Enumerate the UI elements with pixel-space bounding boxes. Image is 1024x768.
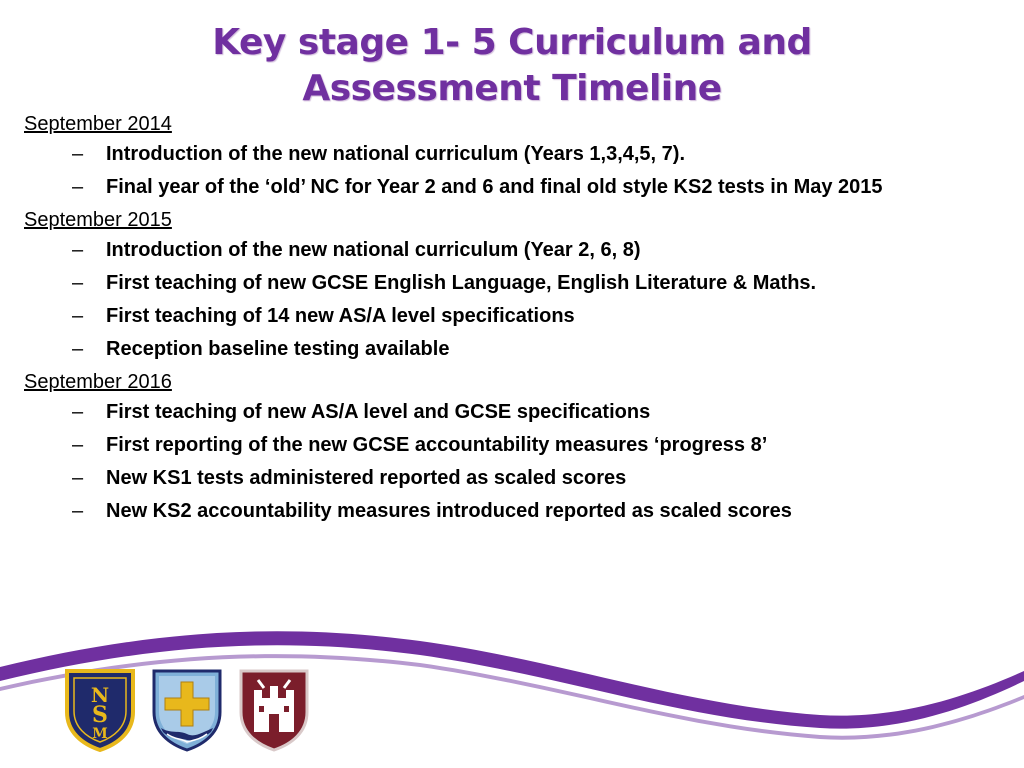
section-september-2014 <box>24 112 1014 201</box>
title-line-2: Assessment Timeline <box>302 68 722 109</box>
list-item <box>24 141 1014 168</box>
dash-bullet: – <box>72 401 84 423</box>
list-item <box>24 174 1014 201</box>
item-list <box>24 399 1014 525</box>
section-heading: September 2016 <box>24 371 172 393</box>
section-heading: September 2014 <box>24 113 172 135</box>
dash-bullet: – <box>72 467 84 489</box>
list-item <box>24 432 1014 459</box>
slide-title <box>0 20 1024 112</box>
list-item <box>24 336 1014 363</box>
castle-crest <box>238 668 310 752</box>
dash-bullet: – <box>72 272 84 294</box>
list-item <box>24 237 1014 264</box>
item-text: Final year of the ‘old’ NC for Year 2 and 6 and final old style KS2 tests in May 2015 <box>106 176 883 198</box>
dash-bullet: – <box>72 176 84 198</box>
nsm-crest <box>64 668 136 752</box>
svg-text:S: S <box>92 702 108 728</box>
item-text: First reporting of the new GCSE accountability measures ‘progress 8’ <box>106 434 768 456</box>
section-heading: September 2015 <box>24 209 172 231</box>
dash-bullet: – <box>72 500 84 522</box>
dash-bullet: – <box>72 338 84 360</box>
svg-text:N: N <box>90 683 110 707</box>
item-list <box>24 141 1014 201</box>
title-line-1: Key stage 1- 5 Curriculum and <box>212 22 812 63</box>
list-item <box>24 498 1014 525</box>
item-text: New KS2 accountability measures introduced reported as scaled scores <box>106 500 792 522</box>
dash-bullet: – <box>72 239 84 261</box>
item-text: First teaching of 14 new AS/A level specifications <box>106 305 575 327</box>
item-text: Reception baseline testing available <box>106 338 450 360</box>
list-item <box>24 465 1014 492</box>
dash-bullet: – <box>72 434 84 456</box>
item-text: Introduction of the new national curriculum (Year 2, 6, 8) <box>106 239 641 261</box>
dash-bullet: – <box>72 305 84 327</box>
item-text: Introduction of the new national curriculum (Years 1,3,4,5, 7). <box>106 143 686 165</box>
list-item <box>24 270 1014 297</box>
item-text: New KS1 tests administered reported as scaled scores <box>106 467 627 489</box>
item-text: First teaching of new AS/A level and GCSE specifications <box>106 401 651 423</box>
list-item <box>24 399 1014 426</box>
timeline-content <box>24 112 1014 531</box>
list-item <box>24 303 1014 330</box>
svg-text:M: M <box>92 726 108 742</box>
item-list <box>24 237 1014 363</box>
item-text: First teaching of new GCSE English Language, English Literature & Maths. <box>106 272 817 294</box>
cross-crest <box>151 668 223 752</box>
section-september-2015 <box>24 208 1014 363</box>
section-september-2016 <box>24 370 1014 525</box>
dash-bullet: – <box>72 143 84 165</box>
